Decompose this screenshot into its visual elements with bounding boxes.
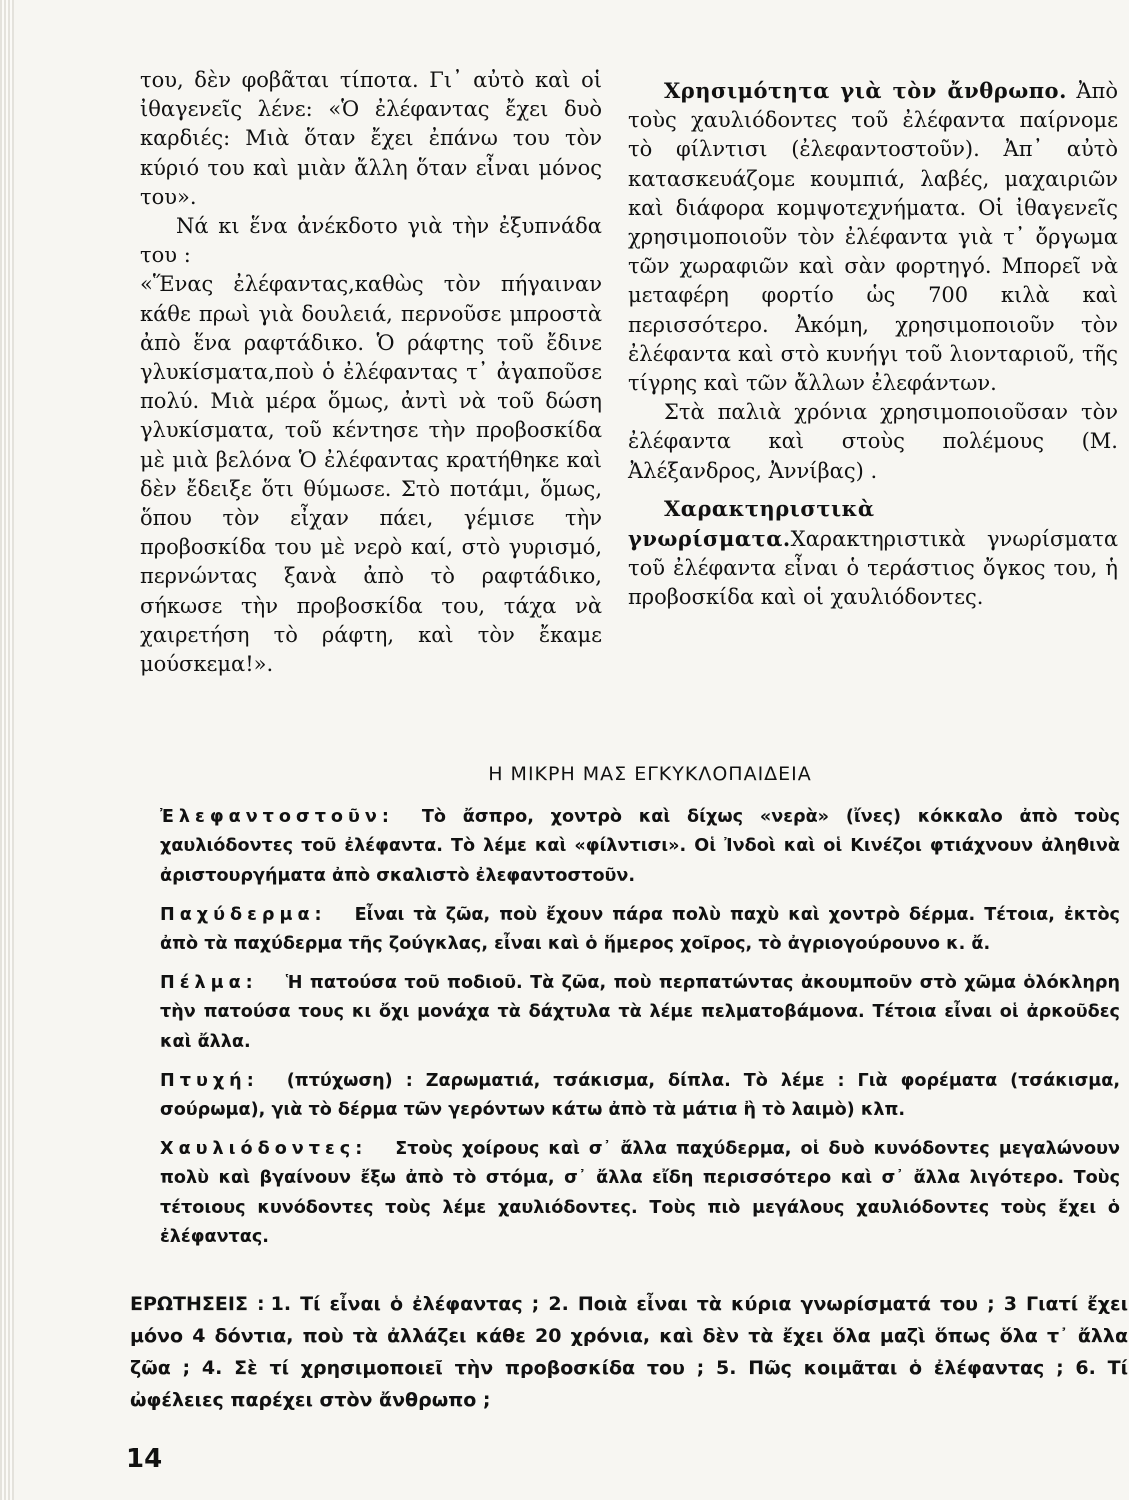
page-edge: [0, 0, 14, 1500]
questions-text: 1. Τί εἶναι ὁ ἐλέφαντας ; 2. Ποιὰ εἶναι τὰ κύρια γνωρίσματά του ; 3 Γιατί ἔχει μόνο 4 δόντια, ποὺ τὰ ἀλλάζει κάθε 20 χρόνια, καὶ δὲν τὰ ἔχει ὅλα μαζὶ ὅπως ὅλα τ᾽ ἄλλα ζῶα ; 4. Σὲ τί χρησιμοποιεῖ τὴν προβοσκίδα του ; 5. Πῶς κοιμᾶται ὁ ἐλέφαντας ; 6. Τί ὠφέλειες παρέχει στὸν ἄνθρωπο ;: [130, 1293, 1129, 1411]
entry-text: Εἶναι τὰ ζῶα, ποὺ ἔχουν πάρα πολὺ παχὺ καὶ χοντρὸ δέρμα. Τέτοια, ἐκτὸς ἀπὸ τὰ παχύδερμα τῆς ζούγκλας, εἶναι καὶ ὁ ἥμερος χοῖρος, τὸ ἀγριογούρουνο κ. ἄ.: [160, 904, 1120, 955]
usefulness-text: Ἀπὸ τοὺς χαυλιόδοντες τοῦ ἐλέφαντα παίρνομε τὸ φίλντισι (ἐλεφαντοστοῦν). Ἀπ᾽ αὐτὸ κατασκευάζομε κουμπιά, λαβές, μαχαιριῶν καὶ διάφορα κομψοτεχνήματα. Οἱ ἰθαγενεῖς χρησιμοποιοῦν τὸν ἐλέφαντα γιὰ τ᾽ ὄργωμα τῶν χωραφιῶν καὶ σὰν φορτηγό. Μπορεῖ νὰ μεταφέρη φορτίο ὡς 700 κιλὰ καὶ περισσότερο. Ἀκόμη, χρησιμοποιοῦν τὸν ἐλέφαντα καὶ στὸ κυνήγι τοῦ λιονταριοῦ, τῆς τίγρης καὶ τῶν ἄλλων ἐλεφάντων.: [628, 79, 1118, 396]
right-column: [628, 76, 1118, 613]
encyclopedia-entry: [160, 969, 1120, 1057]
encyclopedia-entry: [160, 901, 1120, 959]
war-paragraph: Στὰ παλιὰ χρόνια χρησιμοποιοῦσαν τὸν ἐλέφαντα καὶ στοὺς πολέμους (Μ. Ἀλέξανδρος, Ἀννίβας) .: [628, 400, 1118, 483]
entry-text: Ἡ πατούσα τοῦ ποδιοῦ. Τὰ ζῶα, ποὺ περπατώντας ἀκουμποῦν στὸ χῶμα ὁλόκληρη τὴν πατούσα τους κι ὄχι μονάχα τὰ δάχτυλα τὰ λέμε πελματοβάμονα. Τέτοια εἶναι οἱ ἀρκοῦδες καὶ ἄλλα.: [160, 973, 1120, 1052]
entry-term: Χαυλιόδοντες:: [160, 1139, 368, 1160]
features-paragraph: [628, 494, 1118, 613]
entry-text: Στοὺς χοίρους καὶ σ᾽ ἄλλα παχύδερμα, οἱ δυὸ κυνόδοντες μεγαλώνουν πολὺ καὶ βγαίνουν ἔξω ἀπὸ τὸ στόμα, σ᾽ ἄλλα εἴδη περισσότερο καὶ σ᾽ ἄλλα λιγότερο. Τοὺς τέτοιους κυνόδοντες τοὺς λέμε χαυλιόδοντες. Τοὺς πιὸ μεγάλους χαυλιόδοντες τοὺς ἔχει ὁ ἐλέφαντας.: [160, 1139, 1120, 1247]
questions-label: ΕΡΩΤΗΣΕΙΣ :: [130, 1293, 265, 1315]
encyclopedia-title: Η ΜΙΚΡΗ ΜΑΣ ΕΓΚΥΚΛΟΠΑΙΔΕΙΑ: [488, 763, 812, 785]
questions-block: [130, 1288, 1128, 1416]
features-heading: Χαρακτηριστικὰ γνωρίσματα.: [628, 495, 875, 552]
usefulness-paragraph: [628, 76, 1118, 398]
left-paragraph-1: του, δὲν φοβᾶται τίποτα. Γι᾽ αὐτὸ καὶ οἱ ἰθαγενεῖς λένε: «Ὁ ἐλέφαντας ἔχει δυὸ καρδιές: Μιὰ ὅταν ἔχει ἐπάνω του τὸν κύριό του καὶ μιὰν ἄλλη ὅταν εἶναι μόνος του».: [140, 68, 602, 209]
usefulness-heading: Χρησιμότητα γιὰ τὸν ἄνθρωπο.: [664, 78, 1067, 103]
entry-text: Τὸ ἄσπρο, χοντρὸ καὶ δίχως «νερὰ» (ἴνες) κόκκαλο ἀπὸ τοὺς χαυλιόδοντες τοῦ ἐλέφαντα. Τὸ λέμε καὶ «φίλντισι». Οἱ Ἰνδοὶ καὶ οἱ Κινέζοι φτιάχνουν ἀληθινὰ ἀριστουργήματα ἀπὸ σκαλιστὸ ἐλεφαντοστοῦν.: [160, 807, 1120, 886]
entry-term: Πτυχή:: [160, 1070, 259, 1091]
left-paragraph-anecdote: «Ἕνας ἐλέφαντας,καθὼς τὸν πήγαιναν κάθε πρωὶ γιὰ δουλειά, περνοῦσε μπροστὰ ἀπὸ ἕνα ραφτάδικο. Ὁ ράφτης τοῦ ἔδινε γλυκίσματα,ποὺ ὁ ἐλέφαντας τ᾽ ἀγαποῦσε πολύ. Μιὰ μέρα ὅμως, ἀντὶ νὰ τοῦ δώση γλυκίσματα, τοῦ κέντησε τὴν προβοσκίδα μὲ μιὰ βελόνα Ὁ ἐλέφαντας κρατήθηκε καὶ δὲν ἔδειξε ὅτι θύμωσε. Στὸ ποτάμι, ὅμως, ὅπου τὸν εἶχαν πάει, γέμισε τὴν προβοσκίδα του μὲ νερὸ καί, στὸ γυρισμό, περνώντας ξανὰ ἀπὸ τὸ ραφτάδικο, σήκωσε τὴν προβοσκίδα του, τάχα νὰ χαιρετήση τὸ ράφτη, καὶ τὸν ἔκαμε μούσκεμα!».: [140, 272, 602, 677]
entry-term: Παχύδερμα:: [160, 904, 327, 925]
entry-term: Πέλμα:: [160, 973, 258, 994]
encyclopedia-entry: [160, 1067, 1120, 1125]
encyclopedia-entry: [160, 803, 1120, 891]
encyclopedia-section: [160, 760, 1120, 1262]
page-number: 14: [126, 1444, 163, 1474]
encyclopedia-entry: [160, 1135, 1120, 1252]
left-paragraph-2: Νά κι ἕνα ἀνέκδοτο γιὰ τὴν ἐξυπνάδα του :: [140, 214, 602, 268]
left-column: [140, 66, 602, 679]
entry-term: Ἐλεφαντοστοῦν:: [160, 807, 394, 828]
features-text: Χαρακτηριστικὰ γνωρίσματα τοῦ ἐλέφαντα εἶναι ὁ τεράστιος ὄγκος του, ἡ προβοσκίδα καὶ οἱ χαυλιόδοντες.: [628, 527, 1118, 610]
entry-text: (πτύχωση) : Ζαρωματιά, τσάκισμα, δίπλα. Τὸ λέμε : Γιὰ φορέματα (τσάκισμα, σούρωμα), γιὰ τὸ δέρμα τῶν γερόντων κάτω ἀπὸ τὰ μάτια ἢ τὸ λαιμὸ) κλπ.: [160, 1070, 1120, 1121]
